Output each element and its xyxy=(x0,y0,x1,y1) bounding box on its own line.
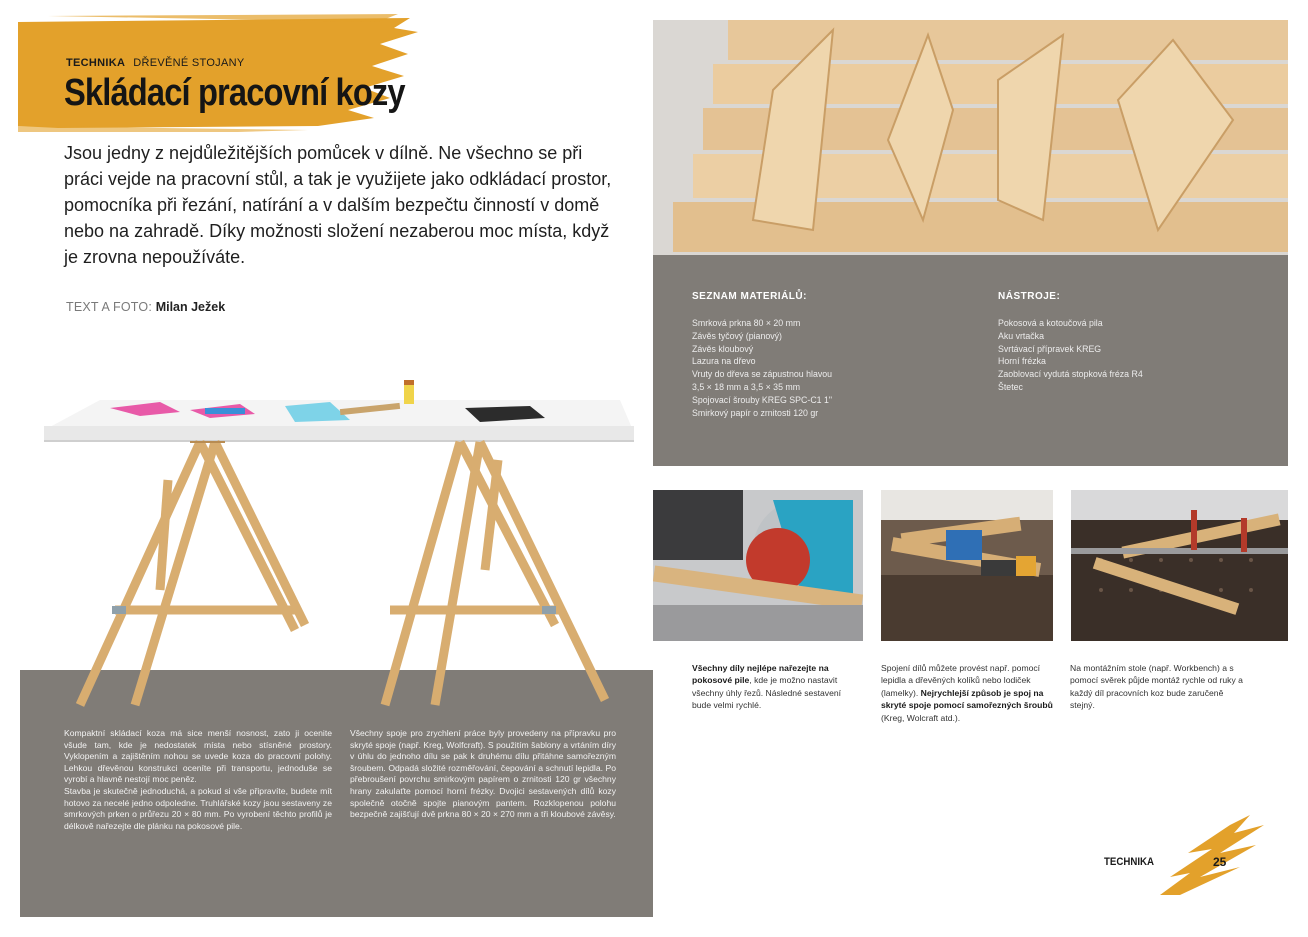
list-item: Závěs tyčový (pianový) xyxy=(692,330,782,341)
byline-prefix: TEXT A FOTO: xyxy=(66,300,152,314)
list-item: Vruty do dřeva se zápustnou hlavou xyxy=(692,369,833,380)
caption-text: , kde je možno nastavit všechny úhly řezů. Následné sestavení bude velmi rychlé. xyxy=(692,675,842,711)
caption-bold: Všechny díly nejlépe nařezejte na pokosové pile xyxy=(692,663,829,686)
list-item: Lazura na dřevo xyxy=(692,356,756,367)
caption-1 xyxy=(692,662,842,712)
list-item: Zaoblovací vydutá stopková fréza R4 xyxy=(998,369,1143,380)
list-item: Aku vrtačka xyxy=(998,330,1044,341)
body-column-1 xyxy=(64,728,332,832)
tools-heading: NÁSTROJE: xyxy=(998,291,1061,302)
list-item: Závěs kloubový xyxy=(692,343,754,354)
list-item: 3,5 × 18 mm a 3,5 × 35 mm xyxy=(692,381,801,392)
materials-heading: SEZNAM MATERIÁLŮ: xyxy=(692,291,807,302)
page-number: 25 xyxy=(1213,855,1227,869)
body-column-2 xyxy=(350,728,616,821)
miter-saw-photo xyxy=(653,490,863,641)
caption-text: Spojení dílů můžete provést např. pomocí lepidla a dřevěných kolíků nebo lodiček (lamelky). xyxy=(881,663,1041,698)
workbench-assembly-photo xyxy=(1071,490,1288,641)
section-kicker xyxy=(66,57,245,69)
list-item: Svrtávací přípravek KREG xyxy=(998,343,1102,354)
article-title: Skládací pracovní kozy xyxy=(64,72,405,114)
byline xyxy=(66,300,225,314)
trestle-table-photo xyxy=(40,370,640,715)
list-item: Horní frézka xyxy=(998,356,1046,367)
byline-author: Milan Ježek xyxy=(155,300,226,314)
pocket-hole-jig-photo xyxy=(881,490,1053,641)
body-paragraph: Všechny spoje pro zrychlení práce byly provedeny na přípravku pro skryté spoje (např. Kreg, Wolfcraft). S použitím šablony a vrtáním díry v úhlu do jednoho dílu se pak k druhému dílu přitáhne samořezným šroubem. Odpadá složité rozměřování, čepování a schnutí lepidla. Po přebroušení povrchu smirkovým papírem o zrnitosti 120 gr všechny hrany zakulaťte pomocí horní frézky. Dvojici sestavených dílů kozy společně otočně spojte pianovým pantem. Rozklopenou polohu bezpečně zajišťují dvě prkna 80 × 20 × 270 mm a tři kloubové závěsy. xyxy=(350,728,616,820)
lead-paragraph: Jsou jedny z nejdůležitějších pomůcek v dílně. Ne všechno se při práci vejde na pracovní stůl, a tak je využijete jako odkládací prostor, pomocníka při řezání, natírání a v dalším bezpečtu činností v domě nebo na zahradě. Díky možnosti složení nezaberou moc místa, když je zrovna nepoužíváte. xyxy=(64,143,612,267)
caption-2 xyxy=(881,662,1053,724)
caption-bold: Nejrychlejší způsob je spoj na skryté spoje pomocí samořezných šroubů xyxy=(881,687,1053,711)
list-item: Spojovací šrouby KREG SPC-C1 1" xyxy=(692,394,833,405)
caption-text: Na montážním stole (např. Workbench) a s pomocí svěrek půjde montáž rychle od ruky a každý díl pracovních koz bude zaručeně stejný. xyxy=(1070,663,1243,711)
list-item: Smirkový papír o zrnitosti 120 gr xyxy=(692,407,819,418)
caption-3 xyxy=(1070,662,1250,712)
list-item: Smrková prkna 80 × 20 mm xyxy=(692,318,801,328)
body-paragraph: Kompaktní skládací koza má sice menší nosnost, zato ji ocenite všude tam, kde je nedostatek místa nebo stísněné prostory. Vyklopením a zajištěním nohou se uvede koza do pracovní polohy. Lehkou dřevěnou konstrukci oceníte při transportu, jednoduše se vyrobí a hlavně nestojí moc peněz. xyxy=(64,728,332,785)
subsection-label: DŘEVĚNÉ STOJANY xyxy=(133,57,245,69)
materials-list xyxy=(692,317,832,419)
tools-list xyxy=(998,317,1143,394)
list-item: Štetec xyxy=(998,381,1023,392)
body-paragraph: Stavba je skutečně jednoduchá, a pokud si vše připravíte, budete mít hotovo za necelé jedno odpoledne. Truhlářské kozy jsou sestaveny ze smrkových prken o průřezu 20 × 80 mm. Po vyrobení těchto profilů je délkově nařezejte dle plánku na pokosové pile. xyxy=(64,785,332,831)
caption-text: (Kreg, Wolcraft atd.). xyxy=(881,712,961,723)
wooden-parts-photo xyxy=(653,20,1288,255)
footer-section-label: TECHNIKA xyxy=(1104,856,1155,868)
section-label: TECHNIKA xyxy=(66,57,126,69)
list-item: Pokosová a kotoučová pila xyxy=(998,318,1103,328)
